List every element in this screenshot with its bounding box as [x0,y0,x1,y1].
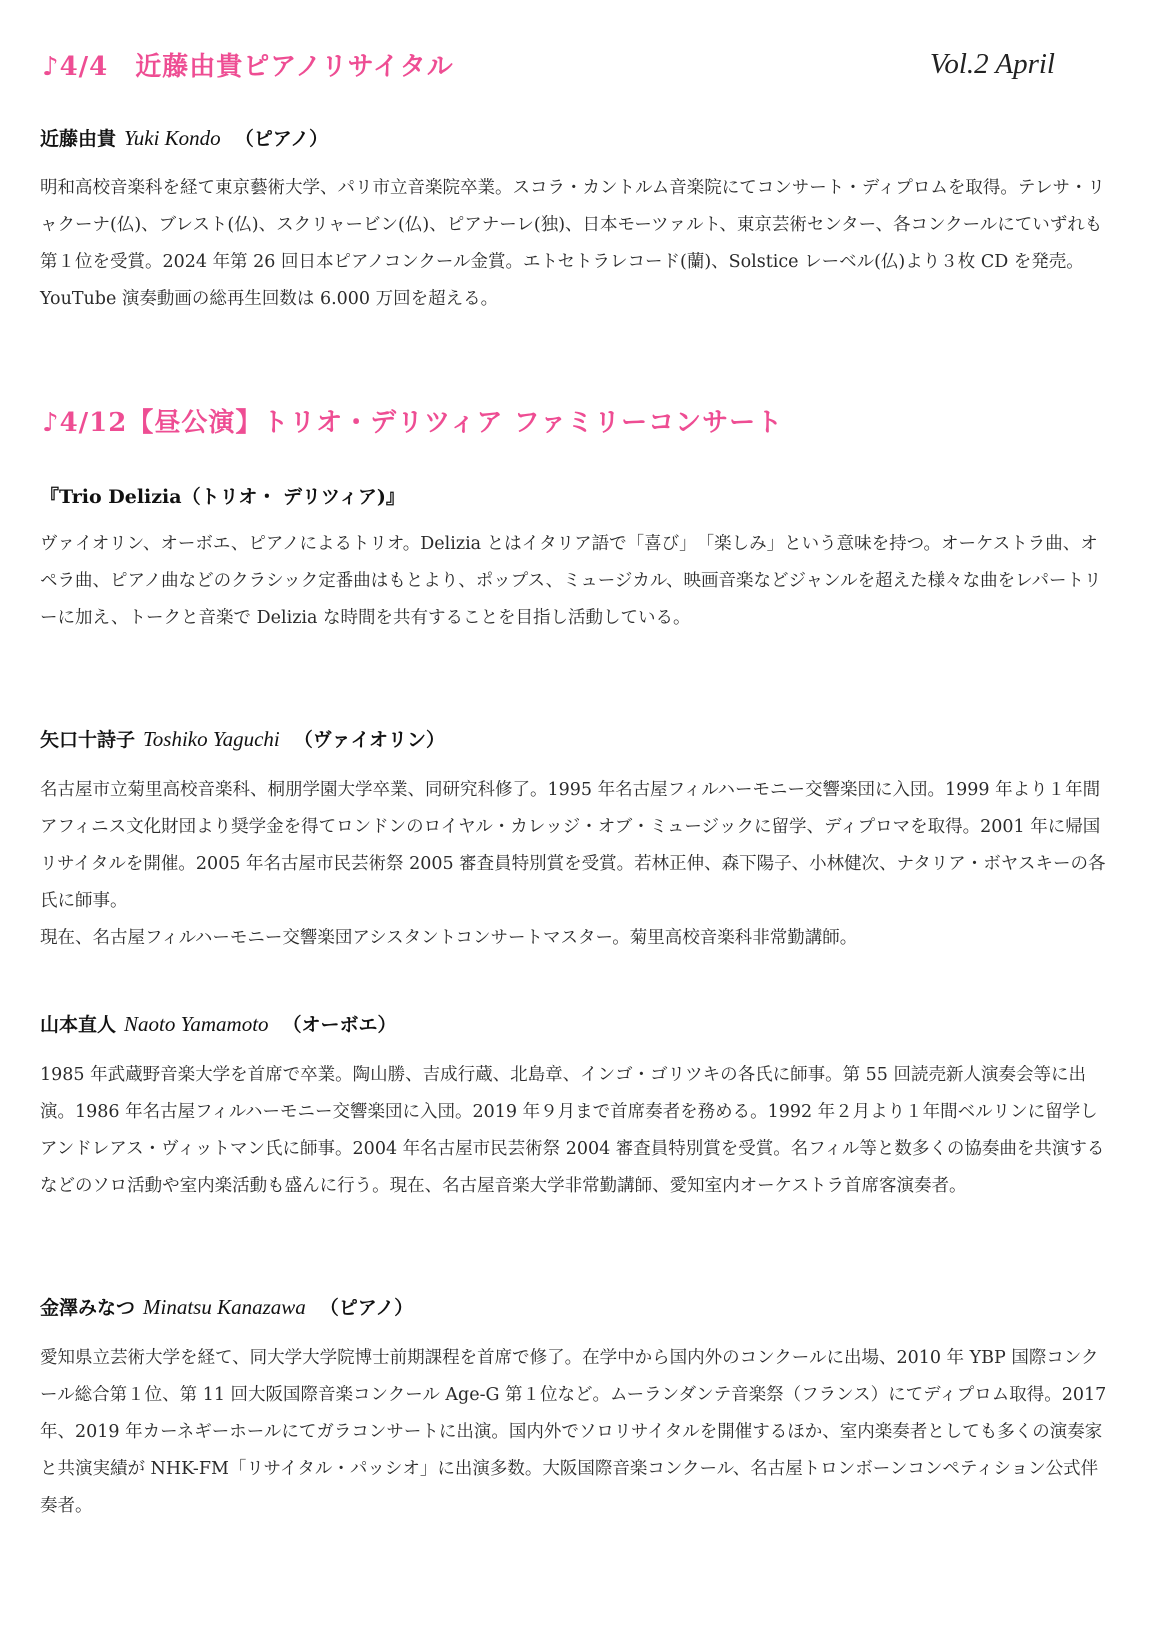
performer-bio-kondo [40,170,1112,318]
performer-name-jp: 近藤由貴 [40,128,117,150]
bio-paragraph: 名古屋市立菊里高校音楽科、桐朋学園大学卒業、同研究科修了。1995 年名古屋フィルハーモニー交響楽団に入団。1999 年より１年間アフィニス文化財団より奨学金を得てロンドンのロイヤル・カレッジ・オブ・ミュージックに留学、ディプロマを取得。2001 年に帰国リサイタルを開催。2005 年名古屋市民芸術祭 2005 審査員特別賞を受賞。若林正伸、森下陽子、小林健次、ナタリア・ボヤスキーの各氏に師事。 [40,780,1106,911]
performer-name-en: Yuki Kondo [124,126,221,150]
performer-name-jp: 矢口十詩子 [40,729,136,751]
performer-instrument: （ヴァイオリン） [293,729,446,751]
performer-heading-yaguchi [40,725,445,752]
group-description [40,526,1112,637]
performer-instrument: （オーボエ） [282,1014,397,1036]
bio-paragraph: 現在、名古屋フィルハーモニー交響楽団アシスタントコンサートマスター。菊里高校音楽科非常勤講師。 [40,928,858,948]
performer-bio-yaguchi [40,772,1112,957]
bio-paragraph: 1985 年武蔵野音楽大学を首席で卒業。陶山勝、吉成行蔵、北島章、インゴ・ゴリツキの各氏に師事。第 55 回読売新人演奏会等に出演。1986 年名古屋フィルハーモニー交響楽団に入団。2019 年９月まで首席奏者を務める。1992 年２月より１年間ベルリンに留学しアンドレアス・ヴィットマン氏に師事。2004 年名古屋市民芸術祭 2004 審査員特別賞を受賞。名フィル等と数多くの協奏曲を共演するなどのソロ活動や室内楽活動も盛んに行う。現在、名古屋音楽大学非常勤講師、愛知室内オーケストラ首席客演奏者。 [40,1065,1105,1196]
performer-bio-kanazawa [40,1340,1112,1525]
performer-name-en: Toshiko Yaguchi [143,727,280,751]
bio-paragraph: 明和高校音楽科を経て東京藝術大学、パリ市立音楽院卒業。スコラ・カントルム音楽院にてコンサート・ディプロムを取得。テレサ・リャクーナ(仏)、ブレスト(仏)、スクリャービン(仏)、ピアナーレ(独)、日本モーツァルト、東京芸術センター、各コンクールにていずれも第１位を受賞。2024 年第 26 回日本ピアノコンクール金賞。エトセトラレコード(蘭)、Solstice レーベル(仏)より３枚 CD を発売。 [40,178,1106,272]
group-heading: 『Trio Delizia（トリオ・ デリツィア)』 [40,486,405,508]
performer-heading-yamamoto [40,1010,397,1037]
performer-bio-yamamoto [40,1057,1112,1205]
section-title-family-concert: ♪4/12【昼公演】トリオ・デリツィア ファミリーコンサート [42,408,784,438]
bio-paragraph: YouTube 演奏動画の総再生回数は 6.000 万回を超える。 [40,289,499,309]
performer-name-en: Naoto Yamamoto [124,1012,269,1036]
performer-instrument: （ピアノ） [319,1297,414,1319]
performer-name-jp: 金澤みなつ [40,1297,136,1319]
performer-name-en: Minatsu Kanazawa [143,1295,306,1319]
volume-label: Vol.2 April [929,48,1055,80]
bio-paragraph: 愛知県立芸術大学を経て、同大学大学院博士前期課程を首席で修了。在学中から国内外のコンクールに出場、2010 年 YBP 国際コンクール総合第１位、第 11 回大阪国際音楽コンクール Age-G 第１位など。ムーランダンテ音楽祭（フランス）にてディプロム取得。2017 年、2019 年カーネギーホールにてガラコンサートに出演。国内外でソロリサイタルを開催するほか、室内楽奏者としても多くの演奏家と共演実績が NHK-FM「リサイタル・パッシオ」に出演多数。大阪国際音楽コンクール、名古屋トロンボーンコンペティション公式伴奏者。 [40,1348,1107,1516]
performer-heading-kondo [40,124,328,151]
section-title-recital: ♪4/4 近藤由貴ピアノリサイタル [42,52,454,82]
performer-name-jp: 山本直人 [40,1014,117,1036]
performer-heading-kanazawa [40,1293,413,1320]
performer-instrument: （ピアノ） [234,128,329,150]
group-description-text: ヴァイオリン、オーボエ、ピアノによるトリオ。Delizia とはイタリア語で「喜び」 「楽しみ」という意味を持つ。オーケストラ曲、オペラ曲、ピアノ曲などのクラシック定番曲はもとより、ポップス、ミュージカル、映画音楽などジャンルを超えた様々な曲をレパートリーに加え、トークと音楽で Delizia な時間を共有することを目指し活動している。 [40,534,1102,628]
